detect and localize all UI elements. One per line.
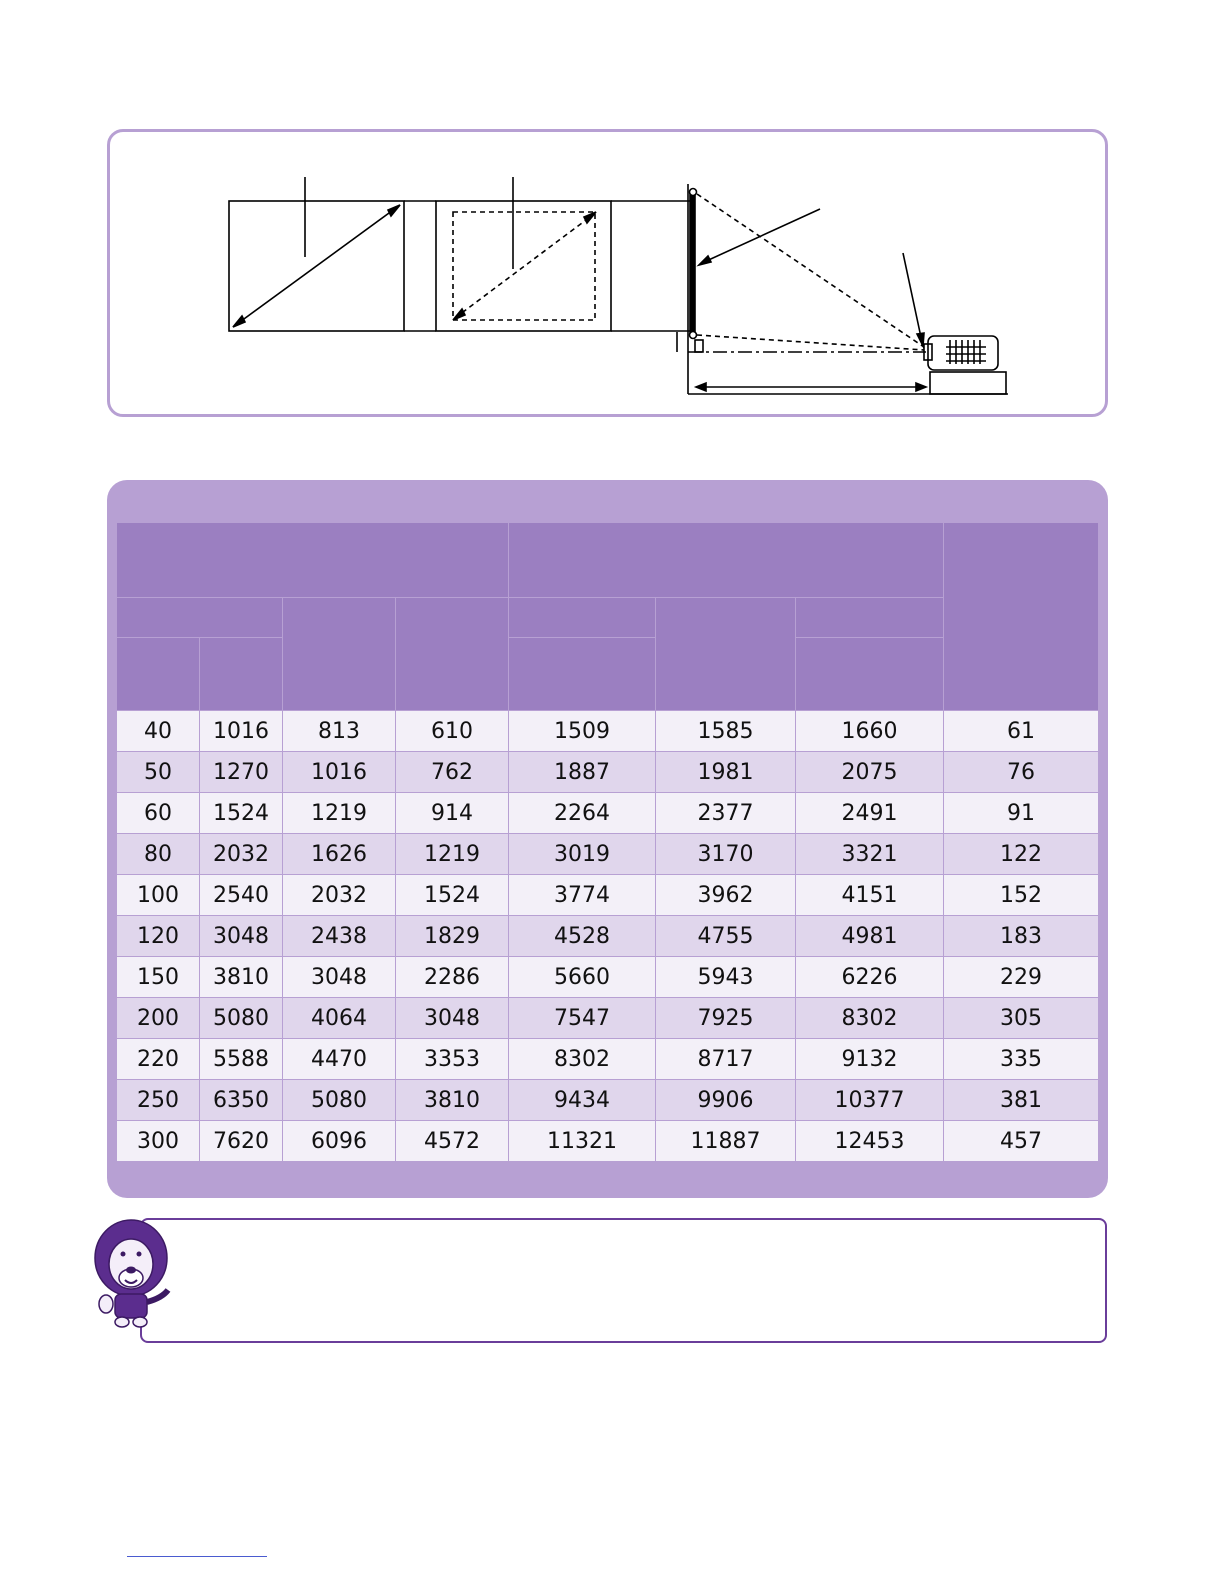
table-cell: 100 bbox=[117, 875, 200, 916]
table-cell: 1660 bbox=[796, 711, 944, 752]
table-cell: 6350 bbox=[200, 1080, 283, 1121]
table-cell: 4755 bbox=[656, 916, 796, 957]
table-row bbox=[117, 793, 1099, 834]
projection-ray-bottom bbox=[697, 335, 924, 350]
table-cell: 11887 bbox=[656, 1121, 796, 1162]
table-cell: 8717 bbox=[656, 1039, 796, 1080]
table-cell: 3810 bbox=[200, 957, 283, 998]
projector-icon bbox=[924, 336, 998, 370]
header-min-zoom bbox=[509, 638, 656, 711]
header-average bbox=[656, 598, 796, 711]
table-cell: 2438 bbox=[283, 916, 396, 957]
table-cell: 3048 bbox=[283, 957, 396, 998]
table-cell: 12453 bbox=[796, 1121, 944, 1162]
table-cell: 4528 bbox=[509, 916, 656, 957]
table-cell: 4151 bbox=[796, 875, 944, 916]
table-cell: 1219 bbox=[396, 834, 509, 875]
header-max-zoom bbox=[796, 638, 944, 711]
lens-callout-arrow bbox=[903, 253, 922, 342]
table-cell: 1626 bbox=[283, 834, 396, 875]
table-cell: 1270 bbox=[200, 752, 283, 793]
projection-diagram-card bbox=[107, 129, 1108, 417]
diagonal-arrow bbox=[233, 205, 400, 327]
table-cell: 7547 bbox=[509, 998, 656, 1039]
arrow-head bbox=[453, 309, 465, 320]
table-cell: 4470 bbox=[283, 1039, 396, 1080]
table-cell: 2491 bbox=[796, 793, 944, 834]
header-mm bbox=[200, 638, 283, 711]
table-cell: 2286 bbox=[396, 957, 509, 998]
table-cell: 2377 bbox=[656, 793, 796, 834]
table-cell: 8302 bbox=[509, 1039, 656, 1080]
table-cell: 150 bbox=[117, 957, 200, 998]
header-diagonal bbox=[117, 598, 283, 638]
table-cell: 9906 bbox=[656, 1080, 796, 1121]
table-cell: 6096 bbox=[283, 1121, 396, 1162]
screen-callout-arrow bbox=[702, 209, 820, 263]
table-row bbox=[117, 1121, 1099, 1162]
table-cell: 120 bbox=[117, 916, 200, 957]
header-offset bbox=[944, 523, 1099, 711]
header-inch bbox=[117, 638, 200, 711]
table-cell: 220 bbox=[117, 1039, 200, 1080]
table-row bbox=[117, 957, 1099, 998]
header-max-distance bbox=[796, 598, 944, 638]
lion-mascot-icon bbox=[90, 1218, 172, 1330]
header-screen-dimensions bbox=[117, 523, 509, 598]
projection-ray-top bbox=[697, 194, 924, 347]
table-cell: 457 bbox=[944, 1121, 1099, 1162]
table-cell: 11321 bbox=[509, 1121, 656, 1162]
table-cell: 1524 bbox=[200, 793, 283, 834]
table-cell: 3321 bbox=[796, 834, 944, 875]
screen-side bbox=[690, 194, 695, 334]
table-cell: 200 bbox=[117, 998, 200, 1039]
table-cell: 3774 bbox=[509, 875, 656, 916]
table-cell: 76 bbox=[944, 752, 1099, 793]
projection-table-card bbox=[107, 480, 1108, 1198]
table-cell: 50 bbox=[117, 752, 200, 793]
table-cell: 6226 bbox=[796, 957, 944, 998]
table-cell: 3048 bbox=[200, 916, 283, 957]
table-row bbox=[117, 752, 1099, 793]
table-cell: 229 bbox=[944, 957, 1099, 998]
table-row bbox=[117, 834, 1099, 875]
table-row bbox=[117, 1039, 1099, 1080]
table-cell: 5660 bbox=[509, 957, 656, 998]
table-cell: 2540 bbox=[200, 875, 283, 916]
table-cell: 5588 bbox=[200, 1039, 283, 1080]
table-row bbox=[117, 998, 1099, 1039]
table-cell: 8302 bbox=[796, 998, 944, 1039]
table-cell: 40 bbox=[117, 711, 200, 752]
table-row bbox=[117, 1080, 1099, 1121]
table-cell: 3048 bbox=[396, 998, 509, 1039]
table-cell: 2075 bbox=[796, 752, 944, 793]
table-cell: 80 bbox=[117, 834, 200, 875]
table-cell: 1829 bbox=[396, 916, 509, 957]
table-cell: 2264 bbox=[509, 793, 656, 834]
table-cell: 1524 bbox=[396, 875, 509, 916]
table-cell: 1016 bbox=[283, 752, 396, 793]
table-cell: 3170 bbox=[656, 834, 796, 875]
table-cell: 3019 bbox=[509, 834, 656, 875]
table-cell: 4064 bbox=[283, 998, 396, 1039]
header-projection-distance bbox=[509, 523, 944, 598]
table-cell: 1585 bbox=[656, 711, 796, 752]
table-cell: 4981 bbox=[796, 916, 944, 957]
header-min-distance bbox=[509, 598, 656, 638]
header-width bbox=[396, 598, 509, 711]
arrow-head bbox=[388, 205, 400, 216]
table-cell: 335 bbox=[944, 1039, 1099, 1080]
projection-diagram bbox=[110, 132, 1111, 420]
table-cell: 762 bbox=[396, 752, 509, 793]
table-cell: 9132 bbox=[796, 1039, 944, 1080]
table-cell: 10377 bbox=[796, 1080, 944, 1121]
table-cell: 7620 bbox=[200, 1121, 283, 1162]
note-box bbox=[140, 1218, 1107, 1343]
table-cell: 60 bbox=[117, 793, 200, 834]
table-cell: 300 bbox=[117, 1121, 200, 1162]
footer-link-underline bbox=[127, 1556, 267, 1557]
table-cell: 4572 bbox=[396, 1121, 509, 1162]
header-height bbox=[283, 598, 396, 711]
table-row bbox=[117, 711, 1099, 752]
table-cell: 1016 bbox=[200, 711, 283, 752]
table-row bbox=[117, 916, 1099, 957]
table-cell: 2032 bbox=[283, 875, 396, 916]
table-cell: 91 bbox=[944, 793, 1099, 834]
table-cell: 152 bbox=[944, 875, 1099, 916]
table-cell: 610 bbox=[396, 711, 509, 752]
table-cell: 7925 bbox=[656, 998, 796, 1039]
table-cell: 3810 bbox=[396, 1080, 509, 1121]
table-cell: 5080 bbox=[200, 998, 283, 1039]
table-cell: 813 bbox=[283, 711, 396, 752]
table-cell: 61 bbox=[944, 711, 1099, 752]
table-cell: 1509 bbox=[509, 711, 656, 752]
table-cell: 250 bbox=[117, 1080, 200, 1121]
table-cell: 5080 bbox=[283, 1080, 396, 1121]
table-cell: 3962 bbox=[656, 875, 796, 916]
table-cell: 914 bbox=[396, 793, 509, 834]
table-cell: 381 bbox=[944, 1080, 1099, 1121]
table-cell: 122 bbox=[944, 834, 1099, 875]
table-cell: 5943 bbox=[656, 957, 796, 998]
table-body bbox=[117, 711, 1099, 1162]
table-cell: 1887 bbox=[509, 752, 656, 793]
table-cell: 1981 bbox=[656, 752, 796, 793]
table-cell: 9434 bbox=[509, 1080, 656, 1121]
table-row bbox=[117, 875, 1099, 916]
table-cell: 1219 bbox=[283, 793, 396, 834]
table-cell: 305 bbox=[944, 998, 1099, 1039]
table-cell: 3353 bbox=[396, 1039, 509, 1080]
projector-table bbox=[930, 372, 1006, 394]
arrow-head bbox=[233, 316, 245, 327]
image-diagonal-arrow bbox=[455, 214, 594, 318]
table-cell: 183 bbox=[944, 916, 1099, 957]
projection-dimensions-table bbox=[116, 522, 1099, 1162]
table-cell: 2032 bbox=[200, 834, 283, 875]
